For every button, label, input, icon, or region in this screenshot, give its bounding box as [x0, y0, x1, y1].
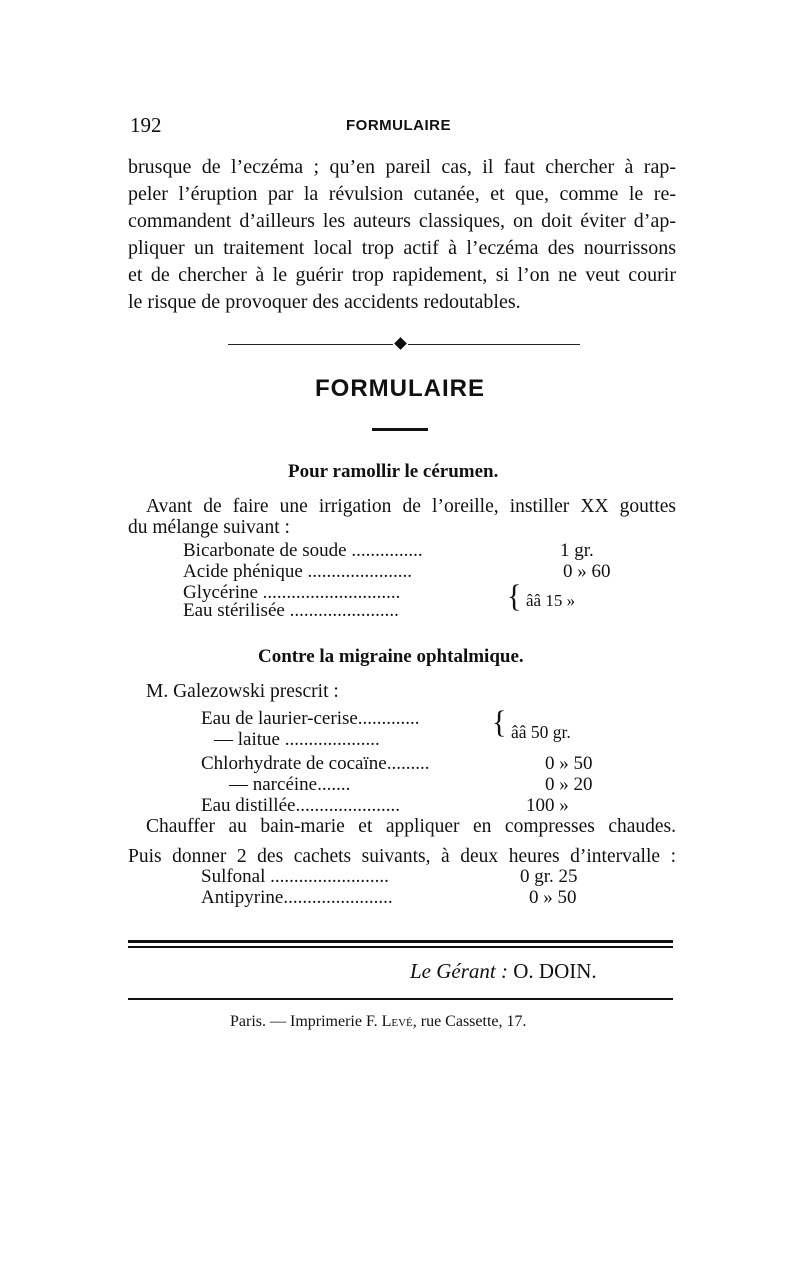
instruction-line: Chauffer au bain-marie et appliquer en compresses chaudes. — [146, 816, 676, 837]
instruction-line: Puis donner 2 des cachets suivants, à deux heures d’intervalle : — [128, 846, 676, 867]
ingredient-name: Eau de laurier-cerise — [201, 708, 358, 729]
leader-dots: ............... — [346, 540, 423, 561]
imprint-suffix: , rue Cassette, 17. — [412, 1013, 527, 1030]
ingredient-quantity: 0 » 50 — [545, 753, 593, 774]
paragraph-line: brusque de l’eczéma ; qu’en pareil cas, il faut chercher à rap- — [128, 156, 676, 178]
leader-dots: ......................... — [265, 866, 389, 887]
ingredient-name: Chlorhydrate de cocaïne — [201, 753, 387, 774]
brace-icon: { — [507, 579, 522, 614]
leader-dots: ...................... — [295, 795, 400, 816]
double-rule — [128, 940, 673, 943]
ingredient-name: Sulfonal — [201, 866, 266, 887]
ingredient-line — [201, 887, 393, 909]
ingredient-name: Acide phénique — [183, 561, 303, 582]
leader-dots: ...................... — [302, 561, 413, 582]
ingredient-line — [201, 753, 429, 775]
grouped-quantity: ââ 15 » — [526, 591, 576, 610]
opening-paragraph — [128, 154, 676, 316]
ingredient-line — [214, 729, 380, 751]
ingredient-name: Eau distillée — [201, 795, 296, 816]
signature-name: O. DOIN. — [513, 959, 597, 983]
imprint-prefix: Paris. — Imprimerie F. — [230, 1013, 378, 1030]
prescriber-line: M. Galezowski prescrit : — [146, 681, 339, 702]
ingredient-line — [183, 540, 423, 562]
ingredient-quantity: 0 gr. 25 — [520, 866, 578, 887]
divider-rule-left — [228, 344, 393, 345]
ingredient-name: Eau stérilisée — [183, 600, 285, 621]
brace-icon: { — [492, 705, 507, 740]
signature-line — [410, 959, 597, 984]
divider-rule-right — [408, 344, 580, 345]
leader-dots: ....................... — [283, 887, 393, 908]
ingredient-quantity: 0 » 60 — [563, 561, 611, 582]
ingredient-name: — narcéine — [229, 774, 318, 795]
ingredient-quantity: 0 » 50 — [529, 887, 577, 908]
ingredient-name: Antipyrine — [201, 887, 284, 908]
page-number: 192 — [130, 113, 162, 137]
leader-dots: ....................... — [284, 600, 399, 621]
diamond-ornament-icon — [394, 337, 407, 350]
paragraph-line: et de chercher à le guérir trop rapidement, si l’on ne veut courir — [128, 264, 676, 286]
footer-rule — [128, 998, 673, 1000]
ingredient-line — [201, 866, 389, 888]
leader-dots: ............................. — [257, 582, 401, 603]
paragraph-line: pliquer un traitement local trop actif à l’eczéma des nourrissons — [128, 237, 676, 259]
ingredient-quantity: 1 gr. — [560, 540, 594, 561]
leader-dots: .................... — [279, 729, 380, 750]
paragraph-line: commandent d’ailleurs les auteurs classiques, on doit éviter d’ap- — [128, 210, 676, 232]
formula-heading: Pour ramollir le cérumen. — [288, 461, 499, 482]
ingredient-name: — laitue — [214, 729, 280, 750]
imprint-printer: Levé — [381, 1013, 413, 1030]
double-rule — [128, 946, 673, 948]
paragraph-line: peler l’éruption par la révulsion cutanée, et que, comme le re- — [128, 183, 676, 205]
running-title: FORMULAIRE — [346, 117, 451, 134]
ingredient-line — [201, 795, 400, 817]
section-title: FORMULAIRE — [315, 375, 485, 402]
title-underline — [372, 428, 428, 431]
formula-intro: Avant de faire une irrigation de l’oreille, instiller XX gouttes — [146, 496, 676, 517]
ingredient-name: Bicarbonate de soude — [183, 540, 347, 561]
leader-dots: ............. — [357, 708, 420, 729]
ingredient-line — [183, 600, 399, 622]
ingredient-line — [201, 708, 420, 730]
ingredient-line — [229, 774, 350, 796]
printer-imprint — [230, 1013, 527, 1031]
formula-intro: du mélange suivant : — [128, 517, 290, 538]
ingredient-name: Glycérine — [183, 582, 258, 603]
paragraph-line: le risque de provoquer des accidents redoutables. — [128, 291, 521, 313]
ingredient-quantity: 0 » 20 — [545, 774, 593, 795]
leader-dots: ......... — [386, 753, 430, 774]
ornamental-divider — [228, 344, 580, 347]
signature-label: Le Gérant : — [410, 959, 508, 983]
grouped-quantity: ââ 50 gr. — [511, 722, 571, 742]
leader-dots: ....... — [317, 774, 351, 795]
ingredient-quantity: 100 » — [526, 795, 569, 816]
formula-heading: Contre la migraine ophtalmique. — [258, 646, 524, 667]
ingredient-line — [183, 561, 412, 583]
